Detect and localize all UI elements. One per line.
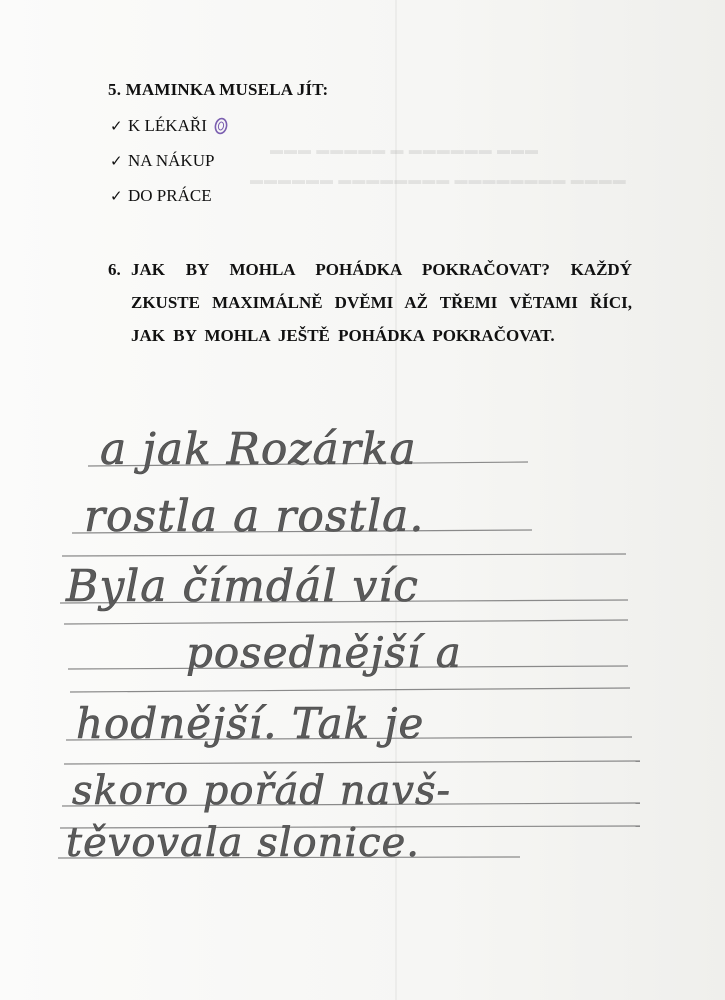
answer-line-2: rostla a rostla. (84, 491, 425, 542)
answer-line-6: skoro pořád navš- (72, 768, 451, 814)
answer-line-4: posednější a (186, 628, 462, 677)
answer-line-7: těvovala slonice. (66, 820, 420, 866)
checkmark-icon: ✓ (110, 152, 123, 170)
show-through-text: ▬▬▬▬▬▬ ▬▬▬▬▬▬▬▬ ▬▬▬▬▬▬▬▬ ▬▬▬▬ (250, 172, 627, 187)
option-label: NA NÁKUP (128, 151, 215, 170)
option-label: K LÉKAŘI (128, 116, 207, 135)
show-through-text: ▬▬▬ ▬▬▬▬▬ ▬ ▬▬▬▬▬▬ ▬▬▬ (270, 142, 539, 157)
question-6-text: JAK BY MOHLA POHÁDKA POKRAČOVAT? KAŽDÝ ZKUSTE MAXIMÁLNĚ DVĚMI AŽ TŘEMI VĚTAMI ŘÍCI, JAK BY MOHLA JEŠTĚ POHÁDKA POKRAČOVAT. (131, 260, 632, 345)
answer-line-5: hodnější. Tak je (76, 699, 425, 748)
answer-line-3: Byla čímdál víc (66, 561, 419, 612)
answer-line-1: a jak Rozárka (100, 424, 417, 475)
checkmark-icon: ✓ (110, 117, 123, 135)
question-6-number: 6. (108, 260, 121, 279)
checkmark-icon: ✓ (110, 187, 123, 205)
option-label: DO PRÁCE (128, 186, 212, 205)
question-5-title: 5. MAMINKA MUSELA JÍT: (108, 80, 329, 99)
